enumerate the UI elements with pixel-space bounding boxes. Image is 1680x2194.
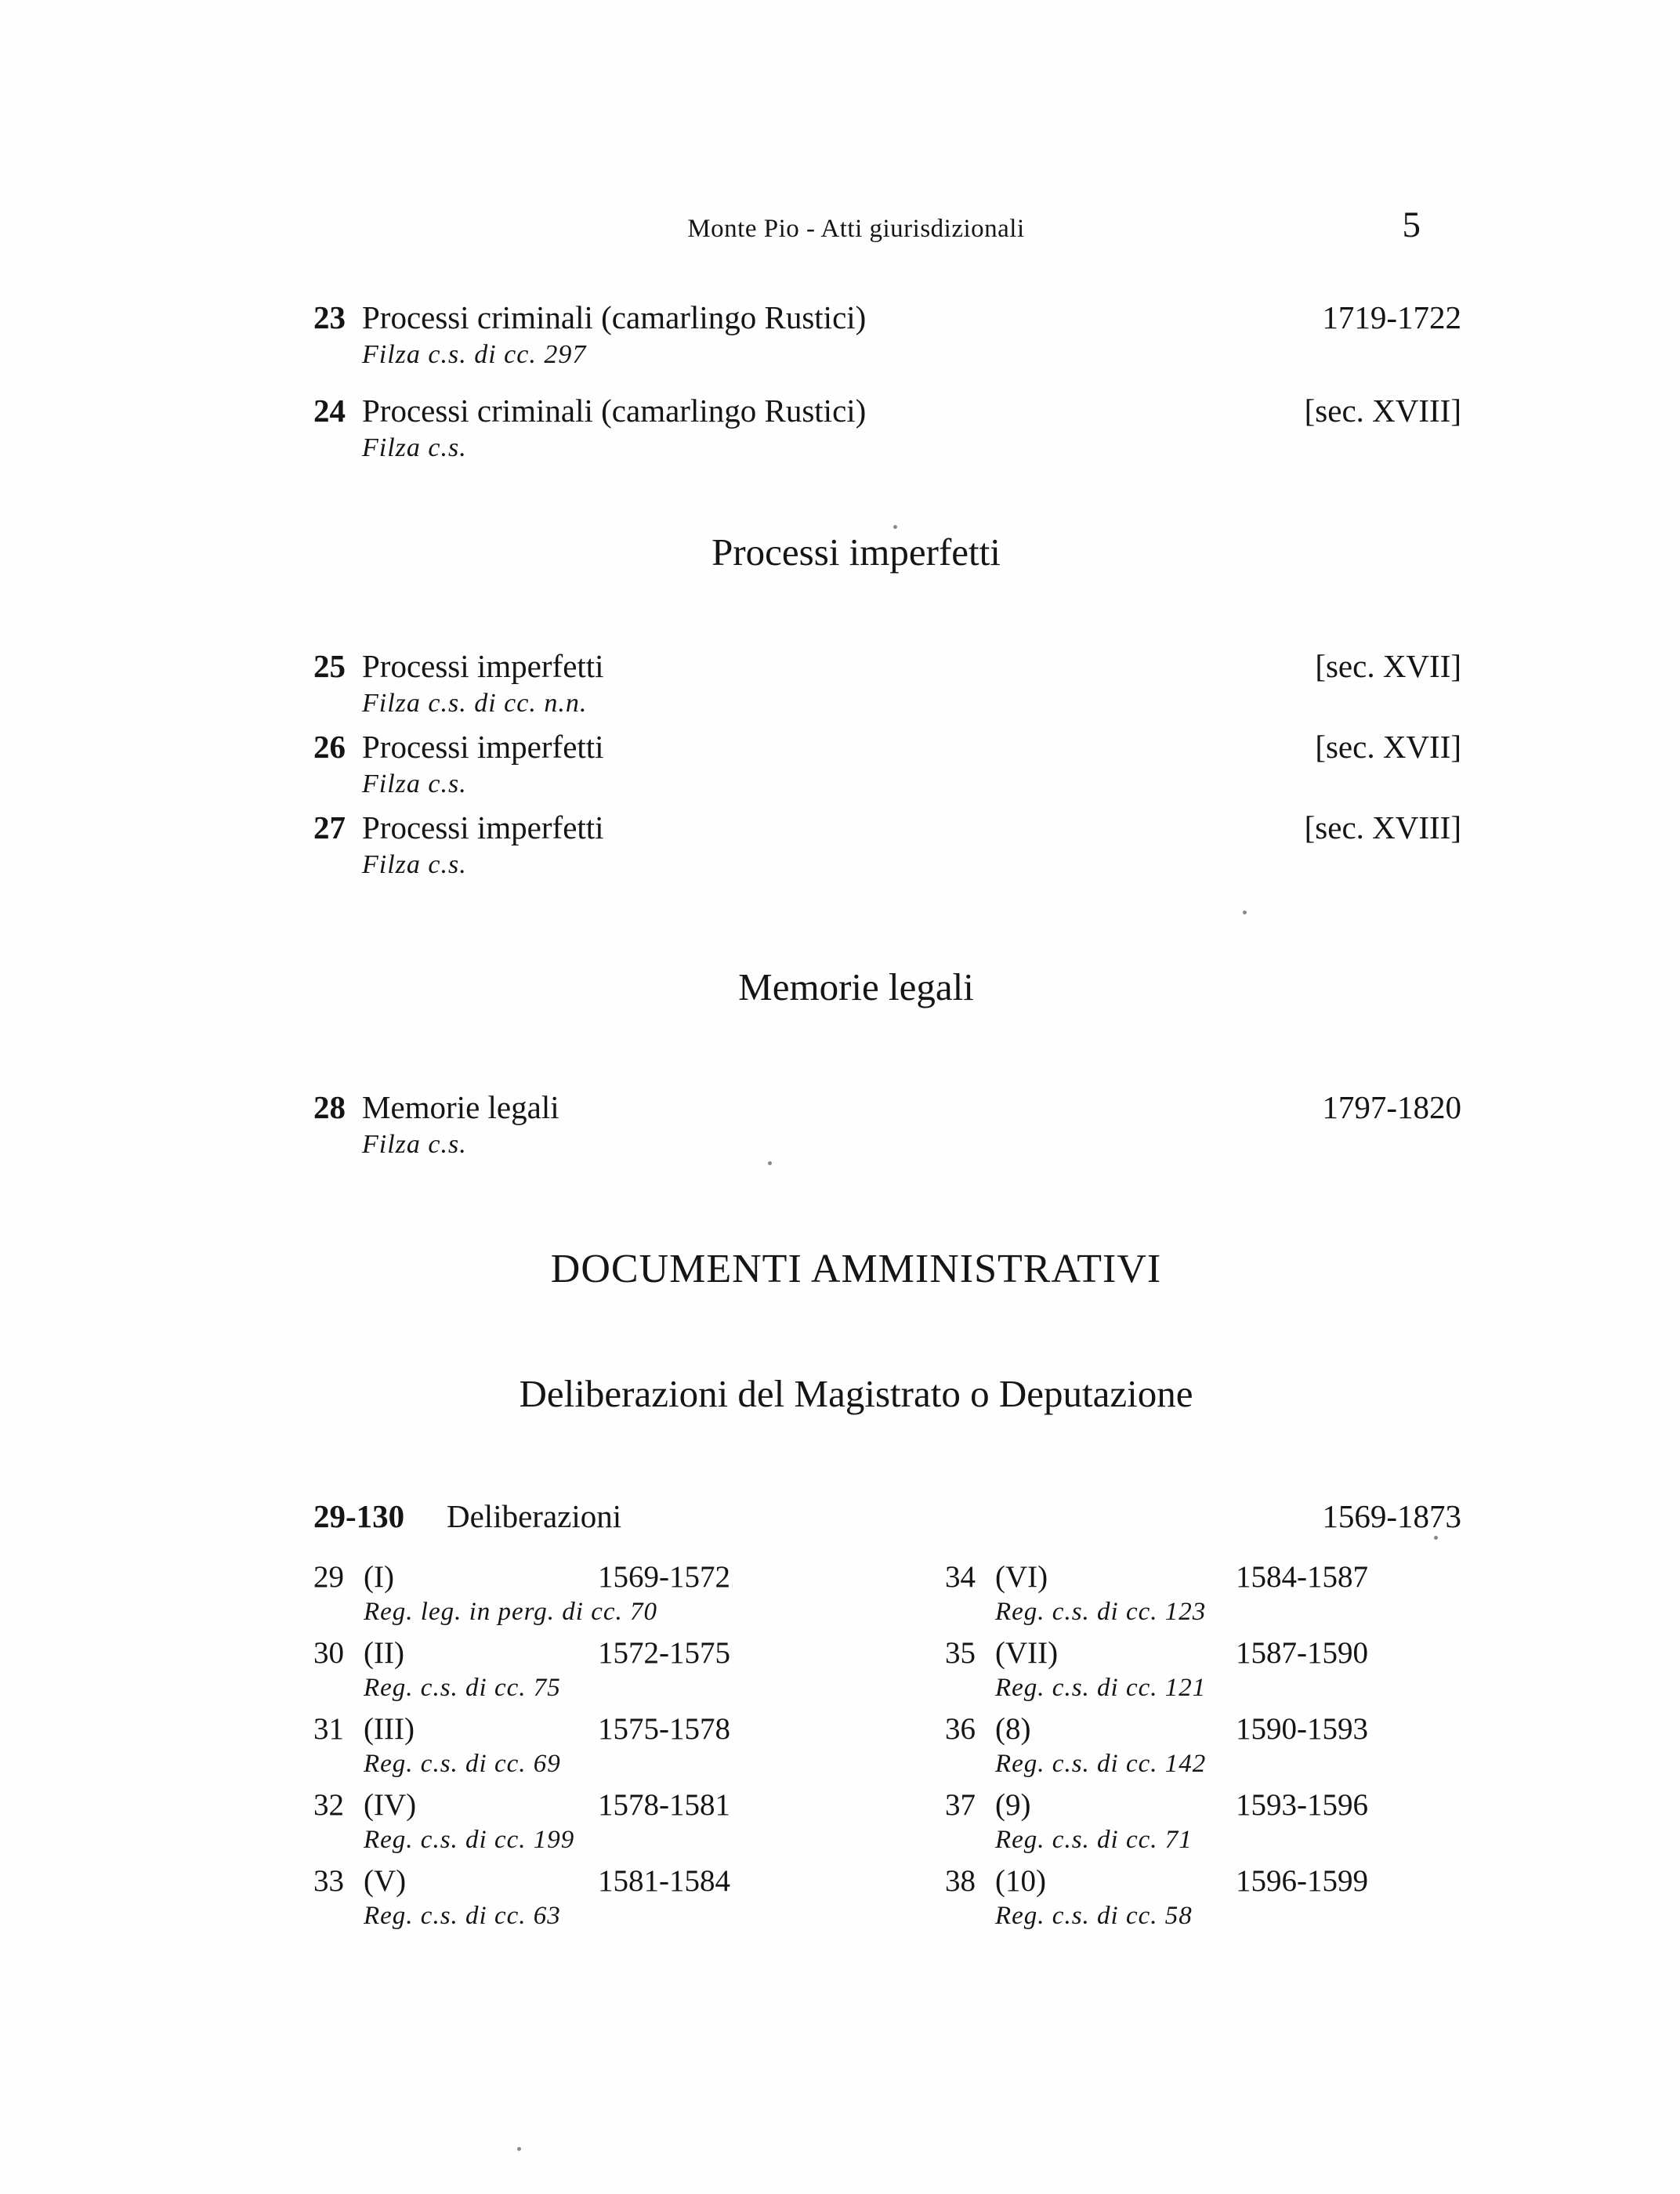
entries-memorie-legali — [251, 1089, 1461, 1160]
archive-entry-23 — [313, 299, 1461, 370]
section-heading-memorie-legali: Memorie legali — [738, 965, 974, 1008]
entry-date: 1719-1722 — [1322, 299, 1461, 335]
scan-speck — [1243, 911, 1247, 914]
register-note: Reg. c.s. di cc. 75 — [364, 1674, 561, 1702]
archive-entry-25 — [313, 648, 1461, 719]
entry-number: 26 — [313, 729, 346, 765]
section-heading-processi-imperfetti: Processi imperfetti — [711, 530, 1001, 574]
register-number: 29 — [313, 1560, 344, 1594]
entry-number-range: 29-130 — [313, 1498, 405, 1534]
register-main-line — [313, 1559, 730, 1595]
register-note: Reg. leg. in perg. di cc. 70 — [364, 1598, 658, 1626]
register-date: 1590-1593 — [1236, 1712, 1368, 1746]
register-label: (VI) — [995, 1560, 1048, 1594]
section-heading-deliberazioni: Deliberazioni del Magistrato o Deputazione — [519, 1372, 1193, 1415]
entry-title: Processi imperfetti — [362, 809, 604, 845]
register-label: (8) — [995, 1712, 1031, 1746]
register-entry-29 — [313, 1559, 730, 1627]
entry-date: [sec. XVIII] — [1304, 393, 1461, 429]
entry-title: Processi imperfetti — [362, 729, 604, 765]
running-title: Monte Pio - Atti giurisdizionali — [687, 215, 1025, 243]
entry-note: Filza c.s. di cc. n.n. — [362, 689, 588, 718]
page-content — [251, 0, 1461, 1939]
register-number: 33 — [313, 1864, 344, 1898]
page-header — [251, 205, 1461, 249]
scan-speck — [893, 525, 897, 529]
register-label: (10) — [995, 1864, 1046, 1898]
entry-main-line — [313, 393, 1461, 429]
scan-speck — [768, 1161, 772, 1165]
register-entry-35 — [945, 1635, 1368, 1703]
register-number: 37 — [945, 1788, 976, 1822]
register-entry-36 — [945, 1711, 1368, 1779]
entry-title: Processi criminali (camarlingo Rustici) — [362, 299, 867, 335]
register-columns — [251, 1559, 1461, 1939]
register-date: 1587-1590 — [1236, 1636, 1368, 1670]
entry-date: 1569-1873 — [1322, 1498, 1461, 1534]
entry-date: 1797-1820 — [1322, 1089, 1461, 1125]
entry-date: [sec. XVIII] — [1304, 809, 1461, 845]
entry-number: 28 — [313, 1089, 346, 1125]
register-date: 1593-1596 — [1236, 1788, 1368, 1822]
register-note: Reg. c.s. di cc. 199 — [364, 1826, 575, 1854]
register-date: 1584-1587 — [1236, 1560, 1368, 1594]
entry-title: Deliberazioni — [447, 1498, 622, 1534]
entry-main-line — [313, 729, 1461, 766]
register-number: 31 — [313, 1712, 344, 1746]
register-date: 1581-1584 — [598, 1864, 730, 1898]
register-label: (I) — [364, 1560, 394, 1594]
entry-note: Filza c.s. — [362, 433, 467, 462]
entry-main-line — [313, 1089, 1461, 1126]
register-column-left — [313, 1559, 730, 1939]
register-note: Reg. c.s. di cc. 142 — [995, 1750, 1207, 1778]
register-number: 35 — [945, 1636, 976, 1670]
register-label: (V) — [364, 1864, 407, 1898]
entry-main-line — [313, 809, 1461, 846]
register-main-line — [945, 1635, 1368, 1671]
register-note: Reg. c.s. di cc. 69 — [364, 1750, 561, 1778]
register-note: Reg. c.s. di cc. 123 — [995, 1598, 1207, 1626]
register-main-line — [945, 1787, 1368, 1823]
register-main-line — [945, 1863, 1368, 1899]
register-entry-30 — [313, 1635, 730, 1703]
register-number: 34 — [945, 1560, 976, 1594]
register-label: (VII) — [995, 1636, 1059, 1670]
entry-number: 23 — [313, 299, 346, 335]
entry-note: Filza c.s. — [362, 1130, 467, 1159]
archive-entry-26 — [313, 729, 1461, 799]
summary-entry-29-130 — [313, 1498, 1461, 1535]
page-number: 5 — [1402, 205, 1421, 245]
register-number: 38 — [945, 1864, 976, 1898]
register-note: Reg. c.s. di cc. 63 — [364, 1902, 561, 1930]
register-label: (9) — [995, 1788, 1031, 1822]
register-date: 1569-1572 — [598, 1560, 730, 1594]
register-date: 1578-1581 — [598, 1788, 730, 1822]
register-entry-33 — [313, 1863, 730, 1931]
scan-speck — [1434, 1536, 1438, 1540]
register-main-line — [945, 1559, 1368, 1595]
register-entry-32 — [313, 1787, 730, 1855]
register-date: 1572-1575 — [598, 1636, 730, 1670]
register-note: Reg. c.s. di cc. 71 — [995, 1826, 1193, 1854]
entries-processi-criminali — [251, 299, 1461, 463]
register-label: (III) — [364, 1712, 415, 1746]
register-number: 32 — [313, 1788, 344, 1822]
archive-entry-24 — [313, 393, 1461, 463]
entry-title: Processi imperfetti — [362, 648, 604, 684]
register-label: (II) — [364, 1636, 404, 1670]
register-entry-34 — [945, 1559, 1368, 1627]
register-date: 1596-1599 — [1236, 1864, 1368, 1898]
register-note: Reg. c.s. di cc. 121 — [995, 1674, 1207, 1702]
entry-title: Processi criminali (camarlingo Rustici) — [362, 393, 867, 429]
register-entry-37 — [945, 1787, 1368, 1855]
entry-note: Filza c.s. di cc. 297 — [362, 340, 587, 369]
archive-entry-28 — [313, 1089, 1461, 1160]
register-number: 36 — [945, 1712, 976, 1746]
entry-number: 24 — [313, 393, 346, 429]
register-main-line — [313, 1787, 730, 1823]
entry-title: Memorie legali — [362, 1089, 559, 1125]
section-heading-documenti-amministrativi: DOCUMENTI AMMINISTRATIVI — [550, 1247, 1162, 1291]
register-label: (IV) — [364, 1788, 417, 1822]
register-main-line — [313, 1863, 730, 1899]
register-number: 30 — [313, 1636, 344, 1670]
register-column-right — [945, 1559, 1368, 1939]
entry-main-line — [313, 299, 1461, 336]
scan-speck — [517, 2147, 521, 2151]
register-note: Reg. c.s. di cc. 58 — [995, 1902, 1193, 1930]
register-date: 1575-1578 — [598, 1712, 730, 1746]
entry-date: [sec. XVII] — [1315, 729, 1461, 765]
register-main-line — [313, 1635, 730, 1671]
entries-processi-imperfetti — [251, 648, 1461, 880]
entry-note: Filza c.s. — [362, 769, 467, 798]
entry-number: 27 — [313, 809, 346, 845]
register-entry-38 — [945, 1863, 1368, 1931]
register-entry-31 — [313, 1711, 730, 1779]
register-main-line — [313, 1711, 730, 1747]
entry-number: 25 — [313, 648, 346, 684]
entry-main-line — [313, 648, 1461, 685]
archive-entry-27 — [313, 809, 1461, 880]
entry-note: Filza c.s. — [362, 850, 467, 879]
register-main-line — [945, 1711, 1368, 1747]
entry-date: [sec. XVII] — [1315, 648, 1461, 684]
